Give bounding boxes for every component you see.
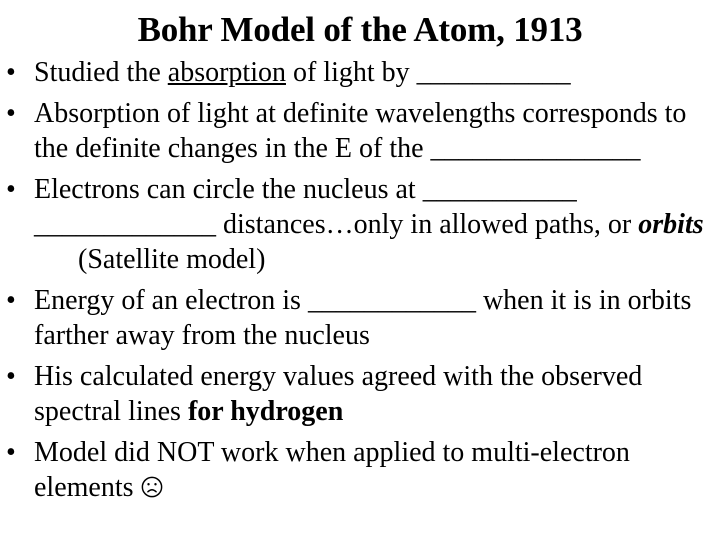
bullet-electron-energy — [6, 283, 718, 353]
slide-title: Bohr Model of the Atom, 1913 — [137, 10, 583, 49]
bullet-text: His calculated energy values agreed with the observed spectral lines — [34, 361, 643, 427]
bullet-calculated-energy — [6, 359, 718, 429]
bullet-electron-orbits — [6, 172, 718, 277]
bullet-text: Absorption of light at definite wavelengths corresponds to the definite changes in the E of the _______________ — [34, 98, 687, 164]
emphasized-term: orbits — [638, 209, 704, 240]
underlined-term: absorption — [167, 57, 286, 88]
bullet-text: Electrons can circle the nucleus at ___________ _____________ distances…only in allowed paths, or — [34, 174, 639, 240]
bullet-definite-wavelengths — [6, 96, 718, 166]
bullet-list — [6, 55, 718, 511]
bold-term: for hydrogen — [187, 396, 344, 427]
bullet-model-limitation — [6, 435, 718, 505]
bullet-text: Studied the — [34, 57, 168, 88]
bullet-text: Model did NOT work when applied to multi-electron elements — [34, 437, 630, 503]
bullet-text: Energy of an electron is ____________ when it is in orbits farther away from the nucleus — [34, 285, 692, 351]
bullet-text: of light by ___________ — [285, 57, 571, 88]
bullet-text: (Satellite model) — [78, 244, 266, 275]
bullet-absorption-of-light — [6, 55, 718, 90]
frown-face-icon — [141, 476, 163, 498]
